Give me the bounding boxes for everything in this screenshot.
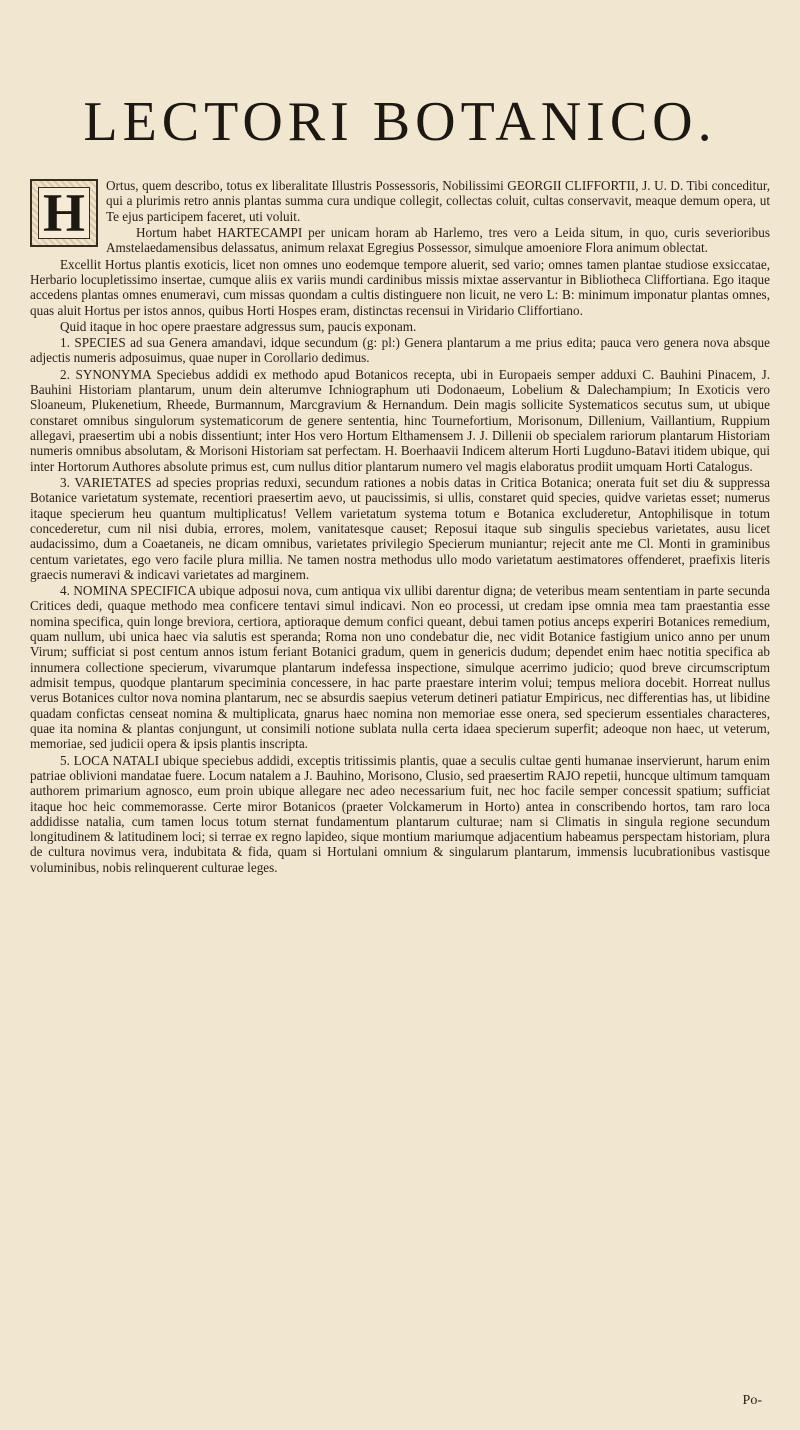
paragraph-nomina-specifica: 4. NOMINA SPECIFICA ubique adposui nova, cum antiqua vix ullibi darentur digna; de veteribus meam sententiam in parte secunda Critices dedi, quaque methodo mea conficere tentavi simul indicavi. Non eo processi, ut credam ipse omnia mea tam praestantia esse nomina specifica, quin longe breviora, certiora, aptioraque demum confici queant, debui tamen potius anceps experiri Botanices remedium, quam nullum, ubi unica haec via salutis est speranda; Roma non uno condebatur die, nec vidit Botanice fastigium unico anno per unum Virum; sufficiat si post centum annos istum feriant Botanici gradum, quem in genericis dudum; dependet enim haec notitia specifica ab innumera collectione specierum, vivarumque plantarum indefessa inspectione, simulque acerrimo judicio; quod breve circumscriptum admisit tempus, quodque plantarum speciminia concessere, in hac parte praestare interim volui; tempus meliora docebit. Horreat nullus verus Botanices cultor nova nomina plantarum, nec se absurdis saepius veterum detineri patiatur Empiricus, nec differentias has, ut libidine quadam confictas censeat nomina & multiplicata, gnarus haec nomina non memoriae esse onera, sed specierum essentiales characteres, quae ita nomina & plantas conjungunt, ut consimili notione sublata nulla certa idaea specierum superfit; adeoque non haec, ut veterum, memoriae, sed judicii opera & ipsis plantis inscripta. bbox=[30, 583, 770, 752]
paragraph-synonyma: 2. SYNONYMA Speciebus addidi ex methodo apud Botanicos recepta, ubi in Europaeis semper adduxi C. Bauhini Pinacem, J. Bauhini Historiam plantarum, unum dein alterumve Ichniographum uti Dodonaeum, Lobelium & Dalechampium; In Exoticis vero Sloaneum, Plukenetium, Rheede, Burmannum, Marcgravium & Hernandum. Dein magis sollicite Systematicos secutus sum, ut ubique constaret omnibus singulorum systematicorum de genere sententia, hinc Tournefortium, Morisonum, Dillenium, Vaillantium, Ruppium allegavi, praesertim ubi a nobis dissentiunt; inter Hos vero Hortum Elthamensem J. J. Dillenii ob specialem rariorum plantarum Historiam numeris omnibus absolutam, & Morisoni Historiam sat perfectam. H. Boerhaavii Indicem alterum Horti Lugduno-Batavi itidem ubique, qui inter Hortorum Authores absolute primus est, cum nullus ditior plantarum numero vel magis elaboratus prodiit umquam Horti Catalogus. bbox=[30, 366, 770, 474]
paragraph-species: 1. SPECIES ad sua Genera amandavi, idque secundum (g: pl:) Genera plantarum a me prius edita; pauca vero genera nova absque adjectis numeris adposuimus, quae nuper in Corollario dedimus. bbox=[30, 335, 770, 366]
preface-body bbox=[30, 178, 770, 876]
paragraph-4: Quid itaque in hoc opere praestare adgressus sum, paucis exponam. bbox=[60, 318, 417, 334]
paragraph-1: Ortus, quem describo, totus ex liberalitate Illustris Possessoris, Nobilissimi GEORGII CLIFFORTII, J. U. D. Tibi conceditur, qui a plurimis retro annis plantas summa cura undique collegit, collectas coluit, cultas conservavit, meaque demum opera, ut Te ejus participem faceret, uti voluit. bbox=[106, 178, 770, 224]
catchword: Po- bbox=[742, 1393, 762, 1408]
paragraph-loca-natali: 5. LOCA NATALI ubique speciebus addidi, exceptis tritissimis plantis, quae a seculis cultae genti humanae inservierunt, harum enim patriae oblivioni mandatae fuere. Locum natalem a J. Bauhino, Morisono, Clusio, sed praesertim RAJO repetii, huncque ultimum tamquam authorem primarium agnosco, eum proin ubique allegare nec adeo necessarium fuit, nec hoc facile semper concessit spatium; sufficiat itaque hoc heic commemorasse. Certe miror Botanicos (praeter Volckamerum in Horto) antea in conscribendo hortos, tam raro loca addidisse natalia, cum tamen locus totum sternat fundamentum plantarum culturae; nam si Climatis in singula regione secundum longitudinem & latitudinem loci; si terrae ex regno lapideo, sique montium mariumque adjacentium habeamus perspectam historiam, plura de cultura novimus vera, indubitata & fida, quam si Hortulani omnium & singularum plantarum, immensis lucubrationibus vastisque voluminibus, nobis relinquerent culturae leges. bbox=[30, 752, 770, 875]
paragraph-varietates: 3. VARIETATES ad species proprias reduxi, secundum rationes a nobis datas in Critica Botanica; onerata fuit set diu & suppressa Botanice varietatum systemate, recentiori praesertim aevo, ut paucissimis, si ullis, constaret quid species, quidve varietas esset; numerus itaque specierum heu quantum multiplicatus! Vellem varietatum systema totum e Botanica excluderetur, Antophilisque in totum concederetur, cum nil nisi dubia, errores, molem, vanitatesque causet; Reposui itaque sub singulis speciebus varietates, ausu licet audacissimo, dum a Coaetaneis, ne dicam omnibus, varietates privilegio Specierum muniantur; rejecit ante me Cl. Monti in graminibus centum varietates, ego vero facile plura millia. Ne tamen nostra methodus ullo modo varietatum aestimatores offenderet, praefixis literis graecis numeravi & indicavi varietates ad marginem. bbox=[30, 474, 770, 582]
decorated-initial bbox=[30, 179, 98, 247]
paragraph-3: Excellit Hortus plantis exoticis, licet non omnes uno eodemque tempore aluerit, sed vario; omnes tamen plantae studiose exsiccatae, Herbario locupletissimo insertae, cumque aliis ex variis mundi cardinibus missis mixtae asservantur in Bibliotheca Cliffortiana. Ego itaque accedens plantas omnes enumeravi, cum missas quondam a cultis distinguere non licuit, ne vero L: B: minimum imponatur plantas omnes, quas aluit Hortus per istos annos, quibus Horti Hospes eram, distinctas recensui in Viridario Cliffortiano. bbox=[30, 256, 770, 318]
initial-letter: H bbox=[38, 187, 90, 239]
page-title: LECTORI BOTANICO. bbox=[83, 91, 717, 153]
paragraph-2: Hortum habet HARTECAMPI per unicam horam ab Harlemo, tres vero a Leida situm, in quo, curis severioribus Amstelaedamensibus delassatus, animum relaxat Egregius Possessor, simulque amoeniore Flora animum oblectat. bbox=[106, 224, 770, 256]
